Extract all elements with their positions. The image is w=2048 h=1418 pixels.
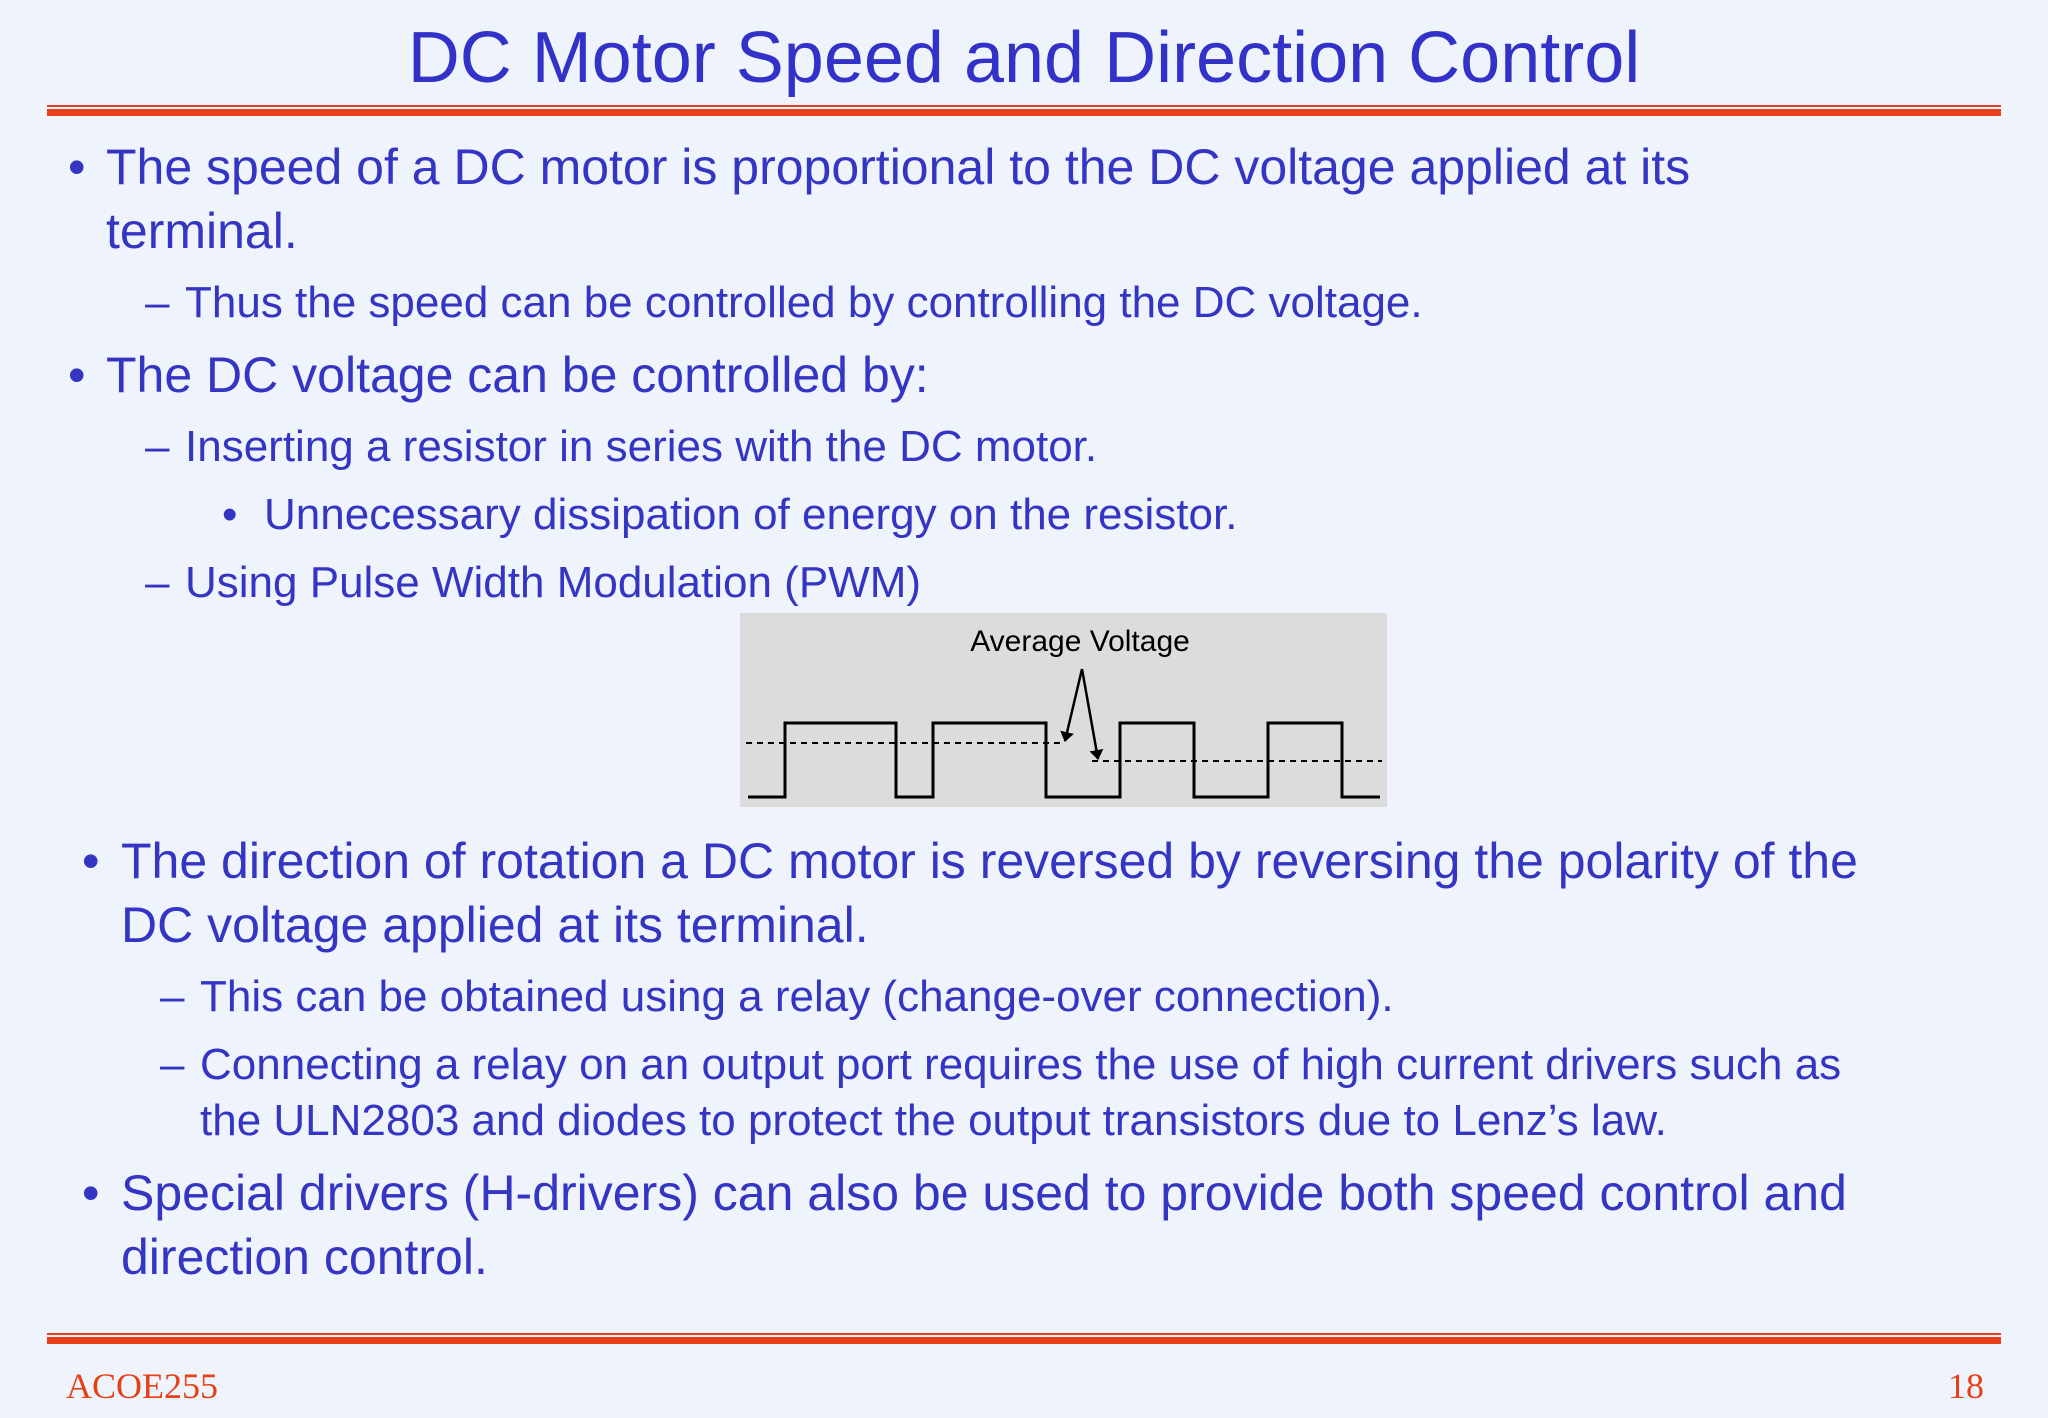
- bullet-marker: •: [82, 833, 100, 889]
- bullet-2-sub-1-sub: Unnecessary dissipation of energy on the resistor.: [264, 490, 1238, 539]
- bullet-marker: •: [82, 1165, 100, 1221]
- bullet-2: The DC voltage can be controlled by:: [106, 347, 929, 403]
- dash-marker: –: [160, 1040, 185, 1089]
- dash-marker: –: [145, 558, 170, 607]
- title-rule-thin: [47, 105, 2001, 107]
- dash-marker: –: [145, 422, 170, 471]
- footer-page-number: 18: [1948, 1366, 1984, 1406]
- pwm-square-wave: [748, 723, 1380, 797]
- bullet-3-sub-2-line-1: Connecting a relay on an output port requires the use of high current drivers such as: [200, 1040, 1842, 1089]
- footer-rule-thick: [47, 1337, 2001, 1344]
- bullet-4-line-2: direction control.: [121, 1229, 488, 1285]
- bullet-2-sub-1: Inserting a resistor in series with the DC motor.: [185, 422, 1098, 471]
- title-rule-thick: [47, 109, 2001, 116]
- bullet-1-sub-1: Thus the speed can be controlled by controlling the DC voltage.: [185, 278, 1423, 327]
- average-voltage-arrow-1: [1065, 669, 1082, 741]
- bullet-1-line-1: The speed of a DC motor is proportional to the DC voltage applied at its: [106, 139, 1691, 195]
- average-voltage-label: Average Voltage: [970, 625, 1190, 658]
- dash-marker: –: [145, 278, 170, 327]
- bullet-marker: •: [68, 347, 86, 403]
- bullet-1-line-2: terminal.: [106, 203, 298, 259]
- dash-marker: –: [160, 972, 185, 1021]
- bullet-2-sub-2: Using Pulse Width Modulation (PWM): [185, 558, 922, 607]
- footer-course: ACOE255: [66, 1366, 218, 1406]
- footer-rule-thin: [47, 1333, 2001, 1335]
- bullet-4-line-1: Special drivers (H-drivers) can also be used to provide both speed control and: [121, 1165, 1847, 1221]
- bullet-3-sub-2-line-2: the ULN2803 and diodes to protect the output transistors due to Lenz’s law.: [200, 1096, 1667, 1145]
- bullet-3-line-2: DC voltage applied at its terminal.: [121, 897, 869, 953]
- pwm-waveform-figure: [740, 613, 1387, 807]
- bullet-marker: •: [222, 490, 238, 539]
- average-voltage-arrow-2: [1082, 669, 1098, 759]
- bullet-marker: •: [68, 139, 86, 195]
- slide-title: DC Motor Speed and Direction Control: [407, 18, 1641, 98]
- bullet-3-line-1: The direction of rotation a DC motor is reversed by reversing the polarity of the: [121, 833, 1858, 889]
- bullet-3-sub-1: This can be obtained using a relay (change-over connection).: [200, 972, 1394, 1021]
